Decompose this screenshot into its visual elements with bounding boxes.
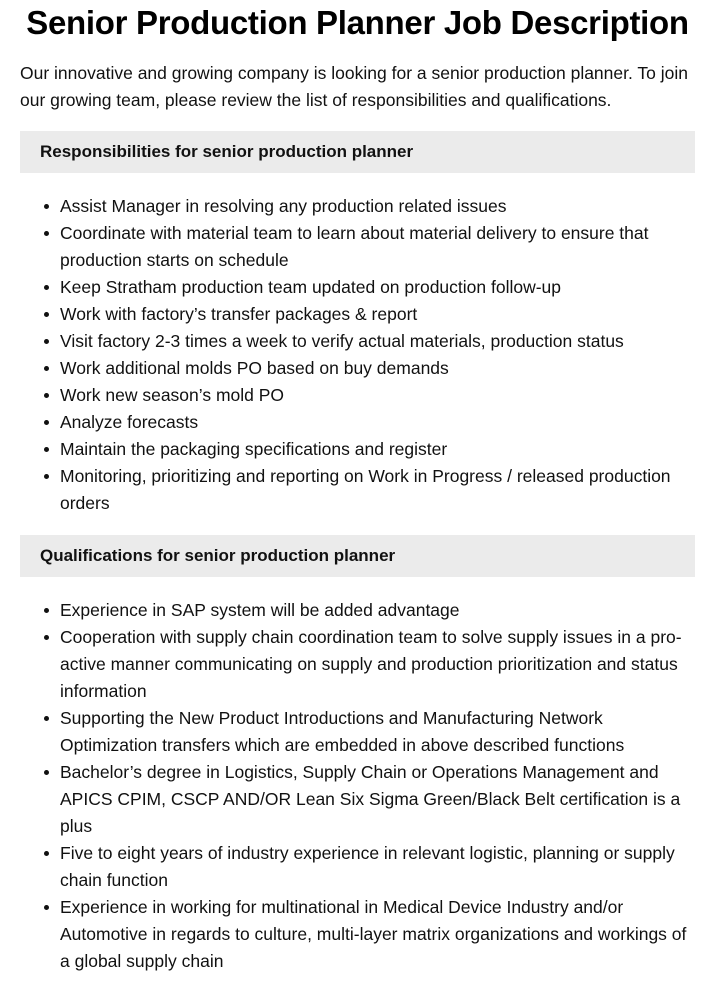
bullet-icon: [44, 770, 49, 775]
bullet-icon: [44, 635, 49, 640]
list-item-text: Analyze forecasts: [60, 412, 199, 432]
list-item: [60, 705, 695, 759]
list-item-text: Visit factory 2-3 times a week to verify actual materials, production status: [60, 331, 624, 351]
bullet-icon: [44, 420, 49, 425]
bullet-icon: [44, 608, 49, 613]
bullet-icon: [44, 366, 49, 371]
intro-paragraph: Our innovative and growing company is looking for a senior production planner. To join our growing team, please review the list of responsibilities and qualifications.: [20, 63, 688, 110]
page-title: Senior Production Planner Job Description: [26, 4, 689, 41]
list-item-text: Monitoring, prioritizing and reporting on Work in Progress / released production orders: [60, 466, 671, 513]
list-item: [60, 624, 695, 705]
list-item: [60, 193, 695, 220]
bullet-icon: [44, 851, 49, 856]
list-item: [60, 463, 695, 517]
list-item-text: Assist Manager in resolving any production related issues: [60, 196, 507, 216]
list-item: [60, 220, 695, 274]
bullet-icon: [44, 716, 49, 721]
qualifications-section: [20, 535, 695, 975]
bullet-icon: [44, 339, 49, 344]
list-item-text: Five to eight years of industry experience in relevant logistic, planning or supply chain function: [60, 843, 675, 890]
qualifications-heading: Qualifications for senior production planner: [40, 546, 396, 565]
list-item-text: Cooperation with supply chain coordination team to solve supply issues in a pro-active manner communicating on supply and production prioritization and status information: [60, 627, 682, 701]
list-item-text: Work new season’s mold PO: [60, 385, 285, 405]
bullet-icon: [44, 447, 49, 452]
list-item-text: Supporting the New Product Introductions and Manufacturing Network Optimization transfers which are embedded in above described functions: [60, 708, 625, 755]
list-item: [60, 274, 695, 301]
list-item-text: Keep Stratham production team updated on production follow-up: [60, 277, 562, 297]
list-item: [60, 409, 695, 436]
list-item: [60, 840, 695, 894]
responsibilities-list: [20, 193, 695, 517]
bullet-icon: [44, 393, 49, 398]
list-item-text: Maintain the packaging specifications and register: [60, 439, 448, 459]
list-item: [60, 328, 695, 355]
list-item: [60, 894, 695, 975]
list-item-text: Coordinate with material team to learn about material delivery to ensure that production starts on schedule: [60, 223, 649, 270]
list-item-text: Work additional molds PO based on buy demands: [60, 358, 449, 378]
responsibilities-header: [20, 131, 695, 173]
list-item-text: Work with factory’s transfer packages & report: [60, 304, 418, 324]
bullet-icon: [44, 231, 49, 236]
list-item: [60, 597, 695, 624]
list-item: [60, 436, 695, 463]
list-item: [60, 382, 695, 409]
list-item-text: Bachelor’s degree in Logistics, Supply Chain or Operations Management and APICS CPIM, CSCP AND/OR Lean Six Sigma Green/Black Belt certification is a plus: [60, 762, 681, 836]
list-item-text: Experience in SAP system will be added advantage: [60, 600, 460, 620]
qualifications-list: [20, 597, 695, 975]
list-item: [60, 759, 695, 840]
bullet-icon: [44, 474, 49, 479]
list-item-text: Experience in working for multinational in Medical Device Industry and/or Automotive in regards to culture, multi-layer matrix organizations and workings of a global supply chain: [60, 897, 687, 971]
list-item: [60, 301, 695, 328]
list-item: [60, 355, 695, 382]
qualifications-header: [20, 535, 695, 577]
responsibilities-section: [20, 131, 695, 517]
bullet-icon: [44, 905, 49, 910]
bullet-icon: [44, 204, 49, 209]
responsibilities-heading: Responsibilities for senior production planner: [40, 142, 414, 161]
bullet-icon: [44, 285, 49, 290]
bullet-icon: [44, 312, 49, 317]
